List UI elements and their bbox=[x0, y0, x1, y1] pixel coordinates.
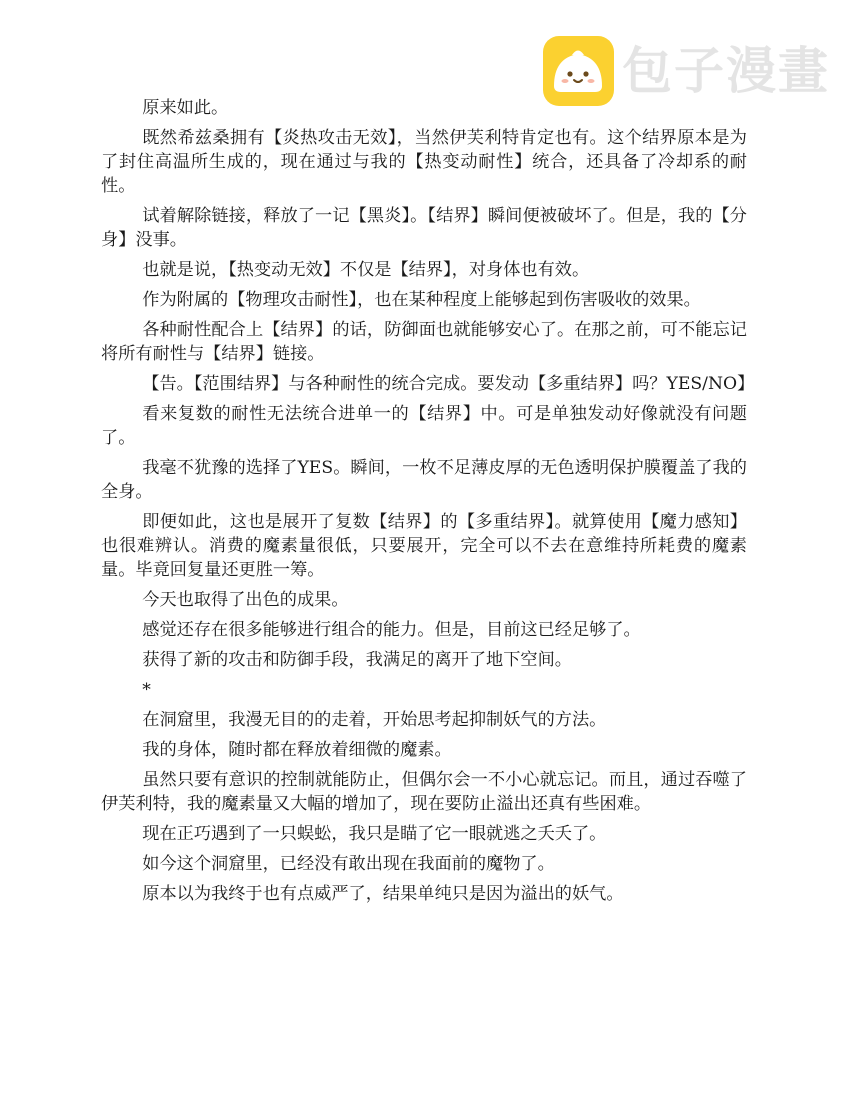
document-body bbox=[101, 96, 755, 912]
paragraph: 现在正巧遇到了一只蜈蚣，我只是瞄了它一眼就逃之夭夭了。 bbox=[142, 824, 607, 844]
logo-text: 包子漫畫 bbox=[622, 42, 830, 100]
section-separator: * bbox=[142, 680, 151, 700]
paragraph: 各种耐性配合上【结界】的话，防御面也就能够安心了。在那之前，可不能忘记将所有耐性与【结界】链接。 bbox=[101, 320, 747, 364]
paragraph: 原来如此。 bbox=[142, 98, 229, 118]
paragraph: 感觉还存在很多能够进行组合的能力。但是，目前这已经足够了。 bbox=[142, 620, 641, 640]
paragraph: 【告。【范围结界】与各种耐性的统合完成。要发动【多重结界】吗？YES/NO】 bbox=[142, 374, 755, 394]
paragraph: 看来复数的耐性无法统合进单一的【结界】中。可是单独发动好像就没有问题了。 bbox=[101, 404, 747, 448]
paragraph: 即便如此，这也是展开了复数【结界】的【多重结界】。就算使用【魔力感知】也很难辨认。消费的魔素量很低，只要展开，完全可以不去在意维持所耗费的魔素量。毕竟回复量还更胜一筹。 bbox=[101, 512, 747, 580]
paragraph: 获得了新的攻击和防御手段，我满足的离开了地下空间。 bbox=[142, 650, 572, 670]
paragraph: 我毫不犹豫的选择了YES。瞬间，一枚不足薄皮厚的无色透明保护膜覆盖了我的全身。 bbox=[101, 458, 747, 502]
paragraph: 我的身体，随时都在释放着细微的魔素。 bbox=[142, 740, 452, 760]
paragraph: 也就是说，【热变动无效】不仅是【结界】，对身体也有效。 bbox=[142, 260, 590, 280]
paragraph: 既然希兹桑拥有【炎热攻击无效】，当然伊芙利特肯定也有。这个结界原本是为了封住高温所生成的，现在通过与我的【热变动耐性】统合，还具备了冷却系的耐性。 bbox=[101, 128, 747, 196]
paragraph: 原本以为我终于也有点威严了，结果单纯只是因为溢出的妖气。 bbox=[142, 884, 624, 904]
paragraph: 如今这个洞窟里，已经没有敢出现在我面前的魔物了。 bbox=[142, 854, 555, 874]
paragraph: 作为附属的【物理攻击耐性】，也在某种程度上能够起到伤害吸收的效果。 bbox=[142, 290, 701, 310]
paragraph: 今天也取得了出色的成果。 bbox=[142, 590, 349, 610]
paragraph: 在洞窟里，我漫无目的的走着，开始思考起抑制妖气的方法。 bbox=[142, 710, 607, 730]
paragraph: 虽然只要有意识的控制就能防止，但偶尔会一不小心就忘记。而且，通过吞噬了伊芙利特，我的魔素量又大幅的增加了，现在要防止溢出还真有些困难。 bbox=[101, 770, 747, 814]
paragraph: 试着解除链接，释放了一记【黑炎】。【结界】瞬间便被破坏了。但是，我的【分身】没事。 bbox=[101, 206, 747, 250]
